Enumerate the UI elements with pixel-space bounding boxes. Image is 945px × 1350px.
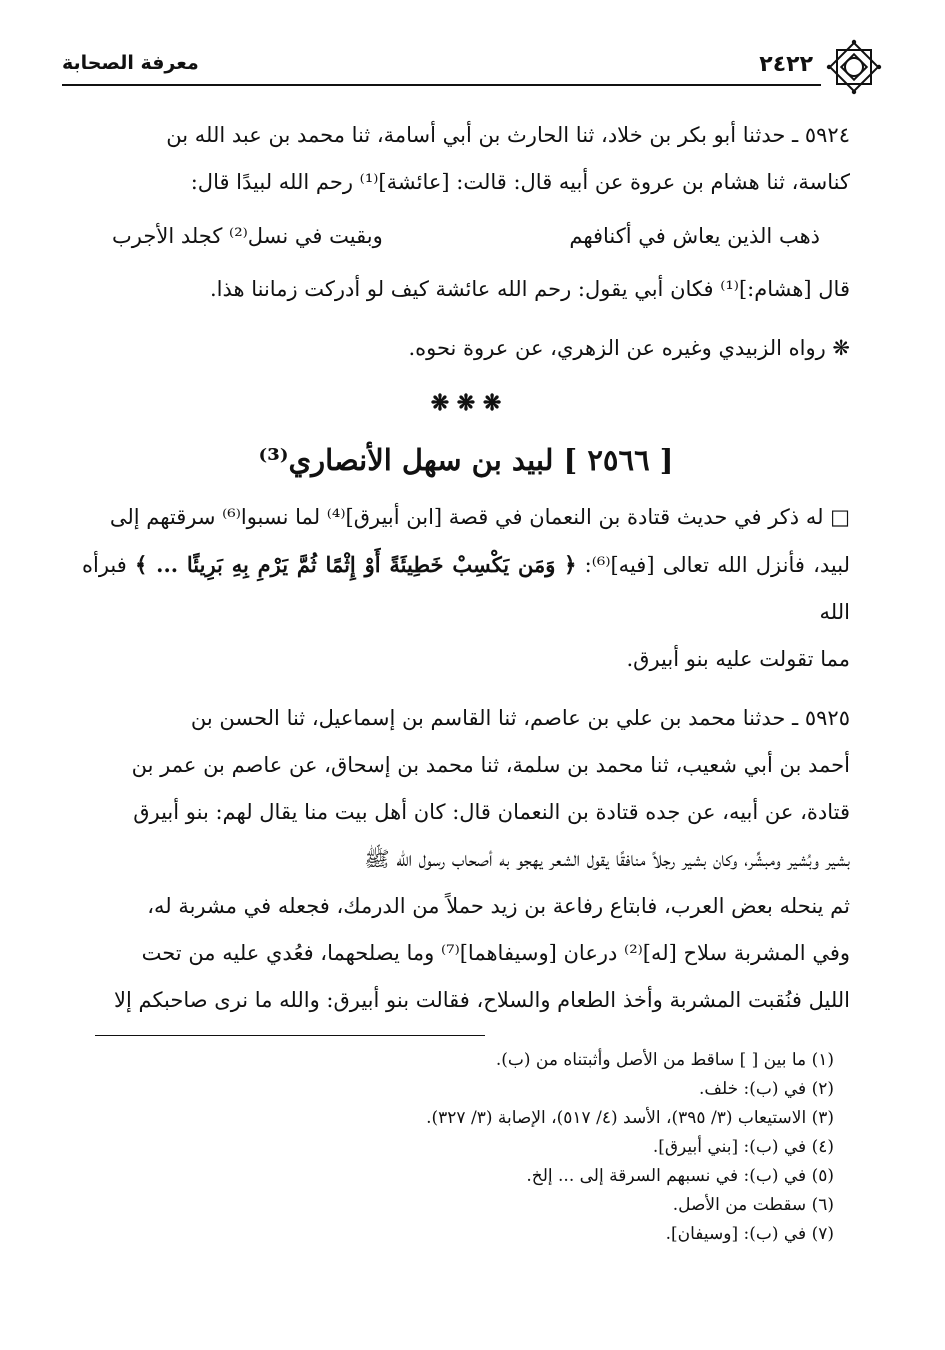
hadith-5924-line: كناسة، ثنا هشام بن عروة عن أبيه قال: قالت: [عائشة]⁽¹⁾ رحم الله لبيدًا قال:: [190, 170, 850, 194]
footnote: (١) ما بين [ ] ساقط من الأصل وأثبتناه من (ب).: [495, 1050, 834, 1070]
hadith-5925-line: ٥٩٢٥ ـ حدثنا محمد بن علي بن عاصم، ثنا القاسم بن إسماعيل، ثنا الحسن بن: [190, 706, 850, 730]
footnote: (٥) في (ب): في نسبهم السرقة إلى ... إلخ.: [526, 1166, 834, 1186]
page-body: [82, 112, 850, 1024]
hadith-5925-line: ثم ينحله بعض العرب، فابتاع رفاعة بن زيد حملاً من الدرمك، فجعله في مشربة له،: [147, 894, 850, 918]
star-ornament-icon: [825, 38, 883, 96]
section-separator: ❋ ❋ ❋: [430, 390, 502, 416]
intro-line: □ له ذكر في حديث قتادة بن النعمان في قصة [ابن أبيرق]⁽⁴⁾ لما نسبوا⁽⁶⁾ سرقتهم إلى: [109, 505, 850, 529]
footnote: (٧) في (ب): [وسيفان].: [665, 1224, 834, 1244]
poem-hemistich-first: ذهب الذين يعاش في أكنافهم: [569, 224, 820, 248]
hadith-5925-line: وفي المشربة سلاح [له]⁽²⁾ درعان [وسيفاهما]⁽⁷⁾ وما يصلحهما، فعُدي عليه من تحت: [141, 941, 850, 965]
poem-verse: [112, 206, 820, 266]
page-header: [62, 38, 883, 98]
intro-text: فبرأه الله: [82, 553, 850, 624]
quran-verse: ﴿ وَمَن يَكْسِبْ خَطِيئَةً أَوْ إِثْمًا ثُمَّ يَرْمِ بِهِ بَرِيئًا ... ﴾: [135, 552, 577, 577]
footnote: (٤) في (ب): [بني أبيرق].: [652, 1137, 834, 1157]
hadith-5925-line: بشير وبُشير ومبشِّر، وكان بشير رجلاً منافقًا يقول الشعر يهجو به أصحاب رسول الله ﷺ: [364, 847, 850, 871]
footnote: (٣) الاستيعاب (٣/ ٣٩٥)، الأسد (٤/ ٥١٧)، الإصابة (٣/ ٣٢٧).: [426, 1108, 834, 1128]
header-rule: [62, 84, 821, 86]
hadith-5924-line: ٥٩٢٤ ـ حدثنا أبو بكر بن خلاد، ثنا الحارث بن أبي أسامة، ثنا محمد بن عبد الله بن: [166, 123, 850, 147]
section-title: [ ٢٥٦٦ ] لبيد بن سهل الأنصاري⁽³⁾: [258, 443, 674, 477]
book-title: معرفة الصحابة: [62, 52, 199, 74]
footnote: (٢) في (ب): خلف.: [698, 1079, 834, 1099]
intro-line: [82, 541, 850, 636]
intro-line: مما تقولت عليه بنو أبيرق.: [626, 647, 850, 671]
hisham-line: قال [هشام:]⁽¹⁾ فكان أبي يقول: رحم الله عائشة كيف لو أدركت زماننا هذا.: [209, 277, 850, 301]
intro-text: لبيد، فأنزل الله تعالى [فيه]⁽⁶⁾:: [584, 553, 850, 577]
hadith-5925-line: قتادة، عن أبيه، عن جده قتادة بن النعمان قال: كان أهل بيت منا يقال لهم: بنو أبيرق: [133, 800, 850, 824]
footnote: (٦) سقطت من الأصل.: [672, 1195, 834, 1215]
hadith-5925-line: أحمد بن أبي شعيب، ثنا محمد بن سلمة، ثنا محمد بن إسحاق، عن عاصم بن عمر بن: [131, 753, 850, 777]
poem-hemistich-second: وبقيت في نسل⁽²⁾ كجلد الأجرب: [112, 224, 383, 248]
footnotes: [95, 1035, 850, 1249]
riwaya-line: ❋ رواه الزبيدي وغيره عن الزهري، عن عروة نحوه.: [408, 336, 850, 360]
footnote-rule: [95, 1035, 485, 1036]
page-number: ٢٤٢٢: [759, 52, 813, 77]
hadith-5925-line: الليل فنُقبت المشربة وأخذ الطعام والسلاح، فقالت بنو أبيرق: والله ما نرى صاحبكم إلا: [113, 988, 850, 1012]
